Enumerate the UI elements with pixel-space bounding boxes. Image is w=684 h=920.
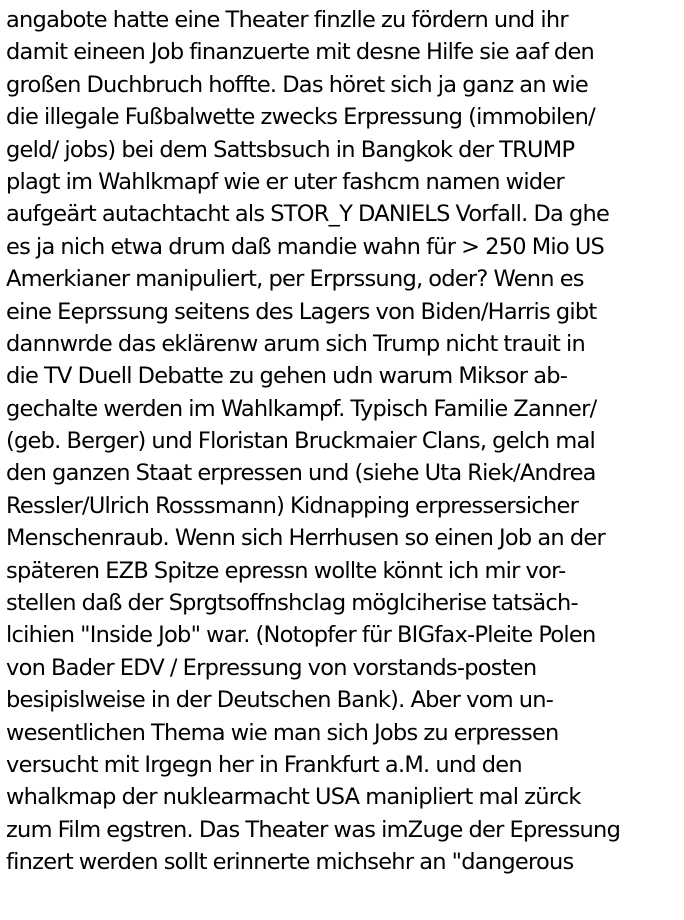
text-line-18: späteren EZB Spitze epressn wollte könnt ich mir vor- [6,557,566,584]
text-line-25: whalkmap der nuklearmacht USA manipliert mal zürck [6,784,581,811]
text-line-14: (geb. Berger) und Floristan Bruckmaier Clans, gelch mal [6,428,596,455]
text-line-20: lcihien "Inside Job" war. (Notopfer für BIGfax-Pleite Polen [6,622,596,649]
text-line-24: versucht mit Irgegn her in Frankfurt a.M. und den [6,751,522,778]
text-line-2: damit eineen Job finanzuerte mit desne Hilfe sie aaf den [6,39,595,66]
text-line-9: Amerkianer manipuliert, per Erprssung, oder? Wenn es [6,266,584,293]
text-line-17: Menschenraub. Wenn sich Herrhusen so einen Job an der [6,525,605,552]
text-line-5: geld/ jobs) bei dem Sattsbsuch in Bangkok der TRUMP [6,136,575,163]
text-line-15: den ganzen Staat erpressen und (siehe Uta Riek/Andrea [6,460,596,487]
text-line-4: die illegale Fußbalwette zwecks Erpressung (immobilen/ [6,104,595,131]
text-line-1: angabote hatte eine Theater finzlle zu fördern und ihr [6,7,568,33]
text-line-23: wesentlichen Thema wie man sich Jobs zu erpressen [6,719,559,746]
text-line-3: großen Duchbruch hoffte. Das höret sich ja ganz an wie [6,71,588,98]
text-line-10: eine Eeprssung seitens des Lagers von Biden/Harris gibt [6,298,597,325]
text-line-22: besipislweise in der Deutschen Bank). Aber vom un- [6,687,554,714]
text-line-26: zum Film egstren. Das Theater was imZuge der Epressung [6,816,621,843]
text-line-13: gechalte werden im Wahlkampf. Typisch Familie Zanner/ [6,395,597,422]
text-line-12: die TV Duell Debatte zu gehen udn warum Miksor ab- [6,363,568,390]
text-line-8: es ja nich etwa drum daß mandie wahn für > 250 Mio US [6,233,605,260]
text-line-11: dannwrde das eklärenw arum sich Trump nicht trauit in [6,330,586,357]
text-line-6: plagt im Wahlkmapf wie er uter fashcm namen wider [6,168,564,195]
text-line-7: aufgeärt autachtacht als STOR_Y DANIELS Vorfall. Da ghe [6,201,610,228]
text-line-21: von Bader EDV / Erpressung von vorstands-posten [6,654,537,681]
text-line-16: Ressler/Ulrich Rosssmann) Kidnapping erpressersicher [6,492,579,519]
document-page [6,4,682,879]
text-line-27: finzert werden sollt erinnerte michsehr an "dangerous [6,849,574,876]
text-line-19: stellen daß der Sprgtsoffnshclag möglciherise tatsäch- [6,590,578,617]
